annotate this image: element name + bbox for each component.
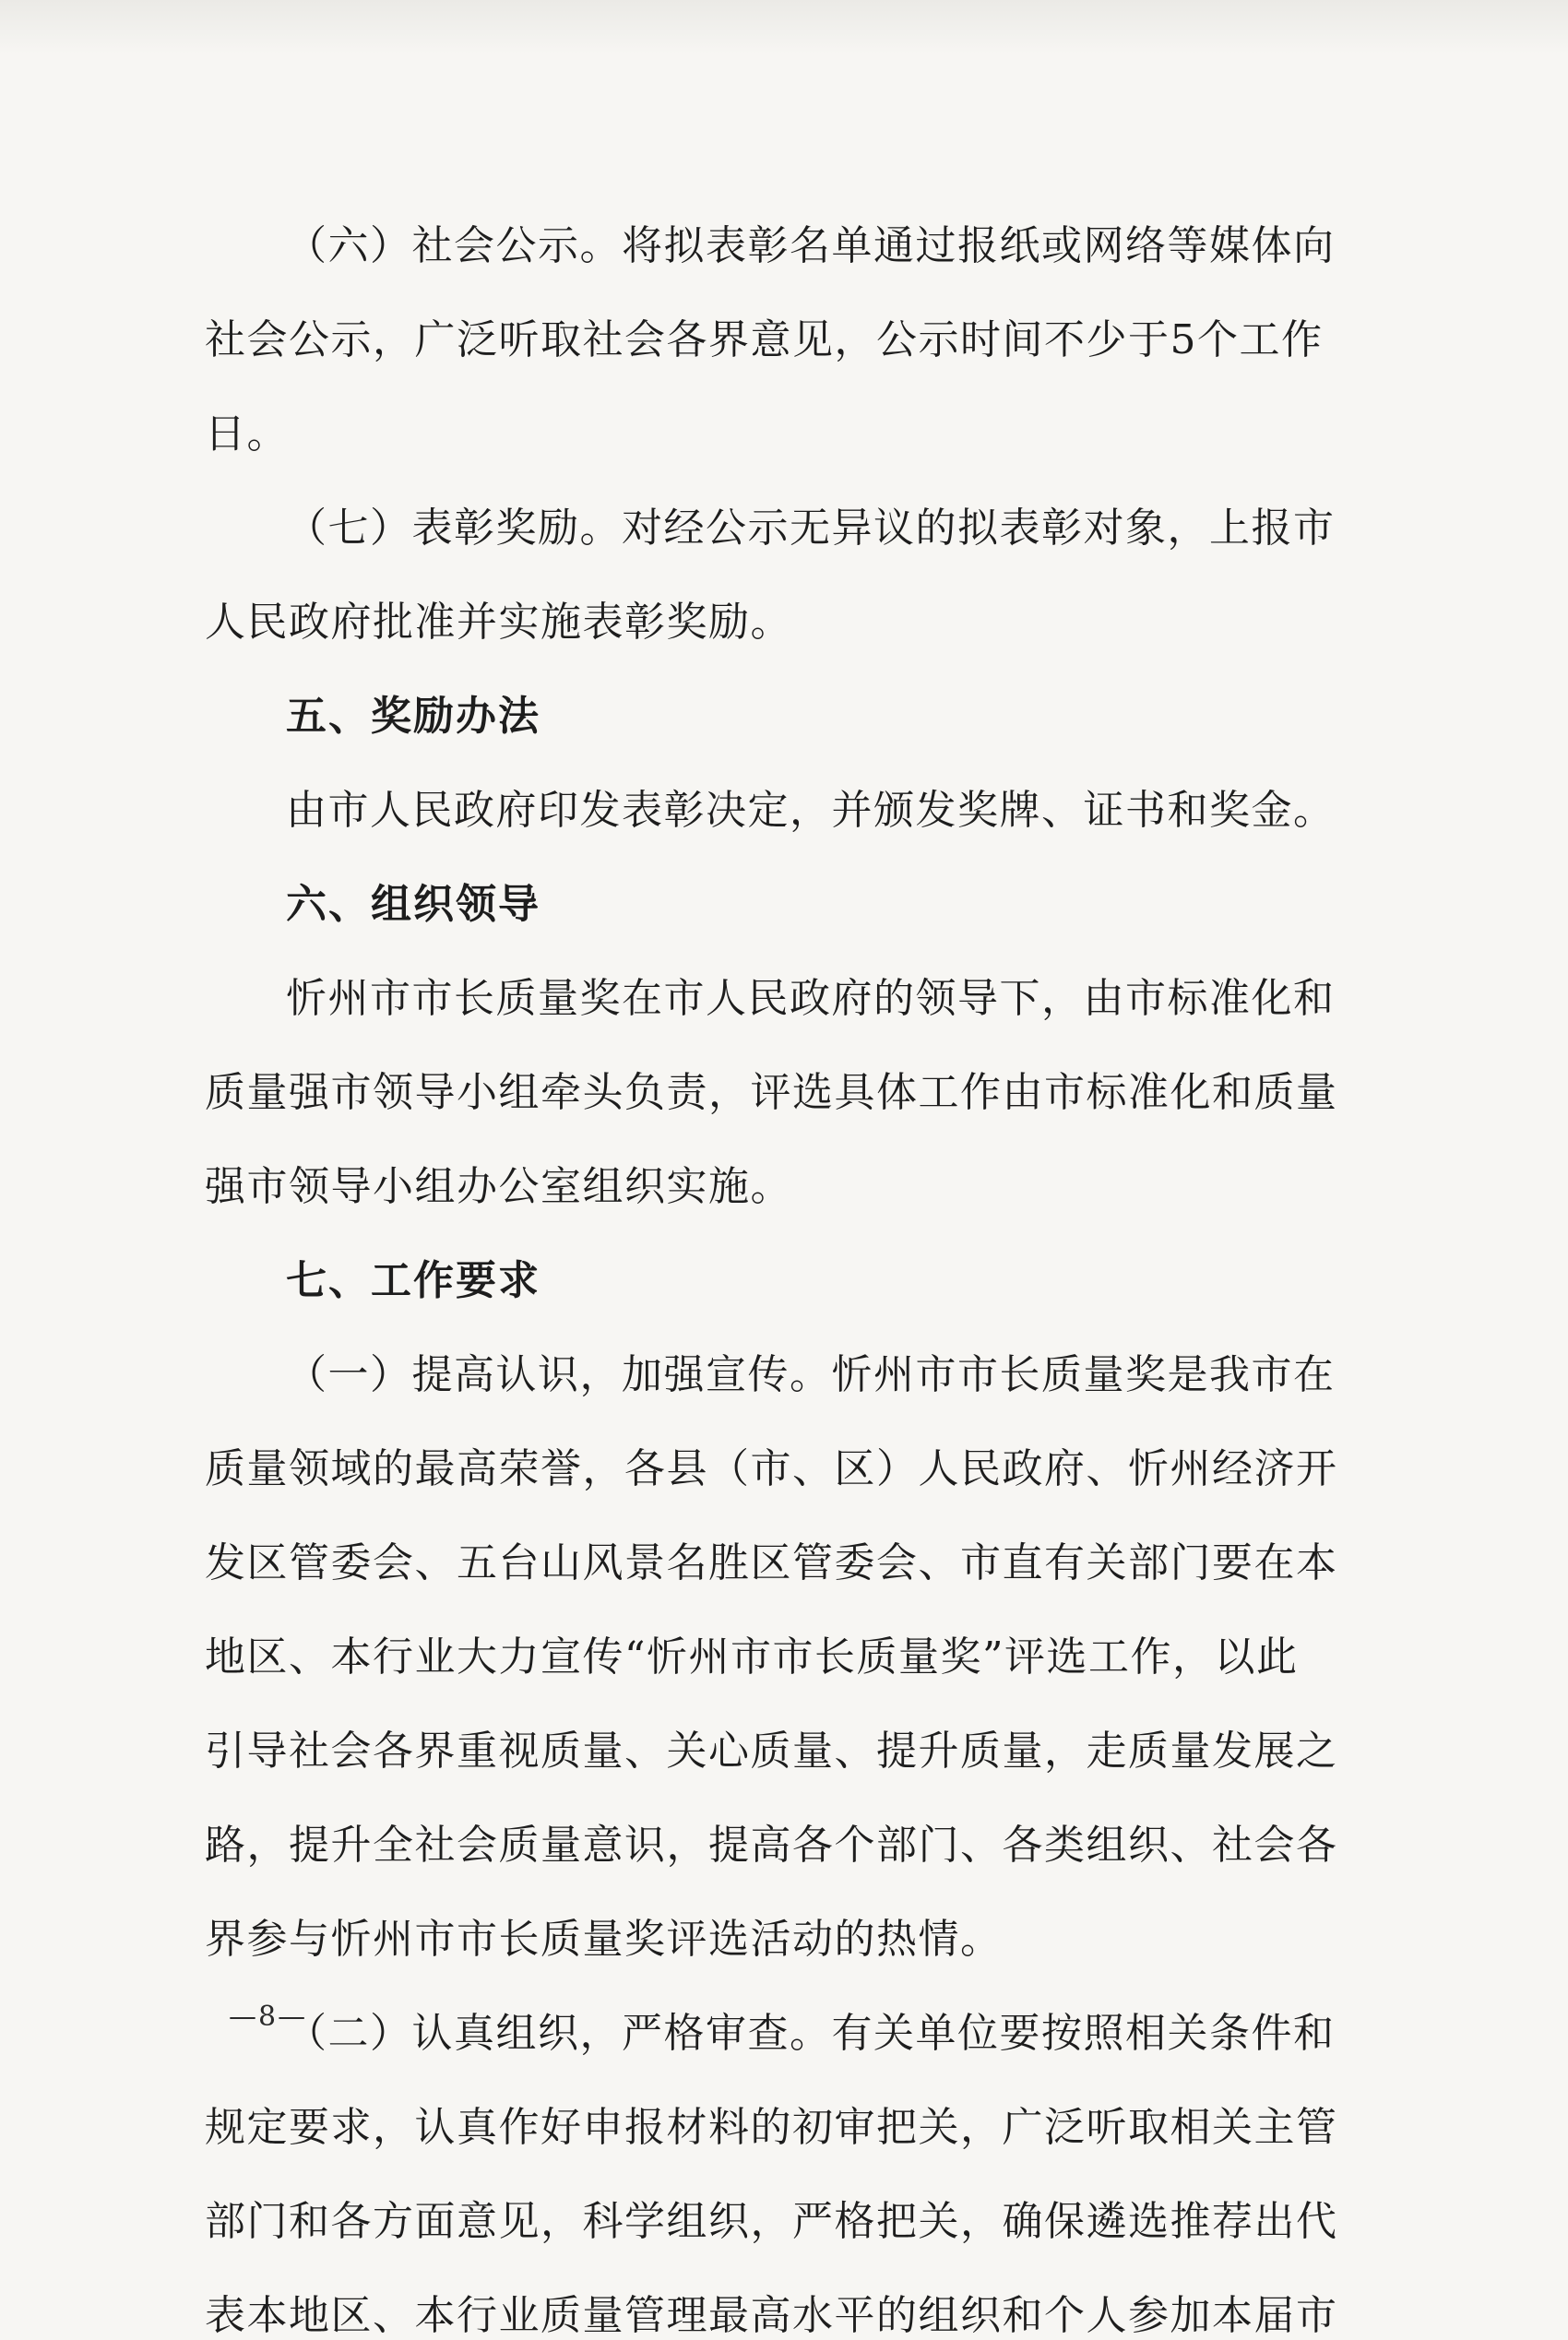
section-heading-6: 六、组织领导 bbox=[286, 881, 540, 928]
award-method-line-1: 由市人民政府印发表彰决定，并颁发奖牌、证书和奖金。 bbox=[286, 787, 1336, 834]
requirement-2-line-1: （二）认真组织，严格审查。有关单位要按照相关条件和 bbox=[286, 2010, 1336, 2057]
requirement-1-line-6: 路，提升全社会质量意识，提高各个部门、各类组织、社会各 bbox=[205, 1822, 1338, 1869]
scan-edge-shadow bbox=[0, 0, 1568, 53]
paragraph-6-line-1: （六）社会公示。将拟表彰名单通过报纸或网络等媒体向 bbox=[286, 222, 1336, 269]
paragraph-6-line-3: 日。 bbox=[205, 410, 289, 457]
organization-line-1: 忻州市市长质量奖在市人民政府的领导下，由市标准化和 bbox=[286, 975, 1336, 1022]
paragraph-7-line-1: （七）表彰奖励。对经公示无异议的拟表彰对象，上报市 bbox=[286, 505, 1336, 552]
requirement-1-line-5: 引导社会各界重视质量、关心质量、提升质量，走质量发展之 bbox=[205, 1728, 1338, 1775]
section-heading-7: 七、工作要求 bbox=[286, 1257, 540, 1304]
page-number: —8— bbox=[229, 2001, 308, 2033]
paragraph-7-line-2: 人民政府批准并实施表彰奖励。 bbox=[205, 599, 792, 646]
requirement-2-line-3: 部门和各方面意见，科学组织，严格把关，确保遴选推荐出代 bbox=[205, 2198, 1338, 2245]
requirement-2-line-4: 表本地区、本行业质量管理最高水平的组织和个人参加本届市 bbox=[205, 2292, 1338, 2339]
requirement-2-line-2: 规定要求，认真作好申报材料的初审把关，广泛听取相关主管 bbox=[205, 2104, 1338, 2151]
organization-line-2: 质量强市领导小组牵头负责，评选具体工作由市标准化和质量 bbox=[205, 1069, 1338, 1116]
paragraph-6-line-2: 社会公示，广泛听取社会各界意见，公示时间不少于5个工作 bbox=[205, 316, 1324, 363]
requirement-1-line-7: 界参与忻州市市长质量奖评选活动的热情。 bbox=[205, 1916, 1003, 1963]
requirement-1-line-3: 发区管委会、五台山风景名胜区管委会、市直有关部门要在本 bbox=[205, 1539, 1338, 1586]
requirement-1-line-4: 地区、本行业大力宣传“忻州市市长质量奖”评选工作，以此 bbox=[205, 1633, 1299, 1681]
organization-line-3: 强市领导小组办公室组织实施。 bbox=[205, 1163, 792, 1210]
requirement-1-line-1: （一）提高认识，加强宣传。忻州市市长质量奖是我市在 bbox=[286, 1351, 1336, 1398]
section-heading-5: 五、奖励办法 bbox=[286, 693, 540, 740]
requirement-1-line-2: 质量领域的最高荣誉，各县（市、区）人民政府、忻州经济开 bbox=[205, 1445, 1338, 1492]
